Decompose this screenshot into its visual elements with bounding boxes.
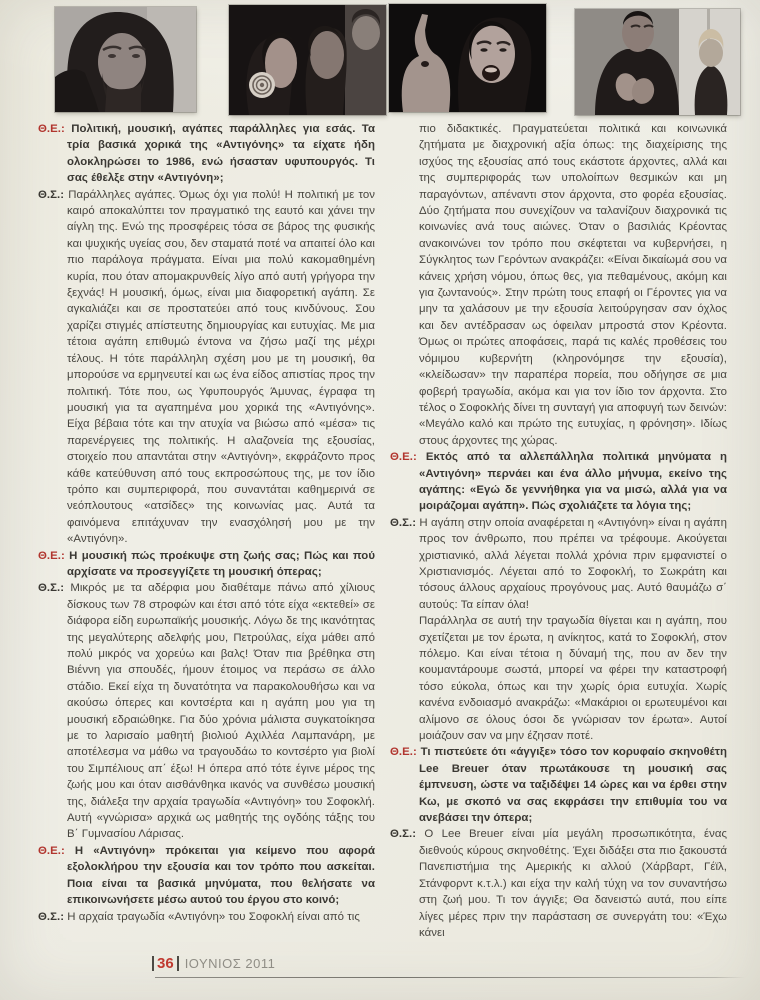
qa-text: Παράλληλες αγάπες. Όμως όχι για πολύ! Η πολιτική με τον καιρό αποκαλύπτει τον πραγματικό της εαυτό και χάνει την αίγλη της. Ενώ της προσφέρεις τόσα σε βάρος της φυσικής και ψυχικής υγείας σου, δεν σταματά ποτέ να απαιτεί όλο και πιο παράλογα πράγματα. Είναι μια πολύ κακομαθημένη κυρία, που όταν απομακρυνθείς λίγο από αυτή γρήγορα την ξεχνάς! Η μουσική, όμως, είναι μια διαφορετική αγάπη. Σε αγκαλιάζει και σε προστατεύει από τους κινδύνους. Σου χαρίζει στιγμές απίστευτης δημιουργίας και ευτυχίας. Με μια τέτοια αγάπη επιθυμώ έντονα να ζήσω μαζί της μέχρι τέλους. Η τότε παράλληλη σχέση μου με τη μουσική, θα μπορούσε να ερμηνευτεί και ως ένα είδος απιστίας προς την πολιτική. Τότε που, ως Υφυπουργός Άμυνας, έγραφα τη μουσική για τα αγαπημένα μου χορικά της «Αντιγόνης». Είχα βέβαια τότε και την ατυχία να βιώσω από «μέσα» τις παρενέργειες της πολιτικής. Η αλαζονεία της εξουσίας, στοιχείο που απαντάται στην «Αντιγόνη», εκφράζοντο προς κάθε κατεύθυνση από τους εκπροσώπους της, με τον ίδιο τρόπο και συμπεριφορά, που συναντάται καθημερινά σε νεόπλουτους «ατσίδες» της κοινωνίας μας. Αυτά τα φαινόμενα επιτάχυναν την ενασχόλησή μου με την «Αντιγόνη».	[67, 188, 375, 546]
qa-text: Ο Lee Breuer είναι μία μεγάλη προσωπικότητα, ένας διεθνούς κύρους σκηνοθέτης. Έχει διδάξει στα πιο ξακουστά Πανεπιστήμια της Αμερικής κι αλλού (Χάρβαρτ, Γέϊλ, Στάνφορντ κ.τ.λ.) και είχα την καλή τύχη να τον συναντήσω στη ζωή μου. Τι τον άγγιξε; Θα δανειστώ αυτά, που είπε λίγες μέρες πριν την παράσταση σε συνεργάτη του: «Έχω κάνει	[419, 828, 727, 939]
qa-paragraph-answer	[38, 909, 375, 925]
qa-text: Η αρχαία τραγωδία «Αντιγόνη» του Σοφοκλή είναι από τις	[67, 910, 360, 923]
qa-text: Παράλληλα σε αυτή την τραγωδία θίγεται και η αγάπη, που σχετίζεται με τον έρωτα, η ανίκητος, κατά το Σοφοκλή, στον πόλεμο. Και είναι τέτοια η δύναμή της, που αν δεν την κουμαντάρουμε σωστά, μπορεί να φέρει την καταστροφή τόσο εύκολα, όπως και την χωρίς όρια ευτυχία. Χωρίς κανένα ενδοιασμό ανακράζω: «Μακάριοι οι ερωτευμένοι και αλίμονο σε όλους όσοι δε γνώρισαν τον έρωτα». Αυτοί μοιάζουν σαν να μην έζησαν ποτέ.	[419, 615, 727, 743]
qa-paragraph-question	[390, 449, 727, 515]
photo-3-image	[389, 4, 546, 112]
footer	[152, 953, 275, 973]
qa-text: Η «Αντιγόνη» πρόκειται για κείμενο που αφορά εξολοκλήρου την εξουσία και τον τρόπο που ασκείται. Ποια είναι τα βασικά μηνύματα, που θελήσατε να επικοινωνήσετε μέσω αυτού του έργου στο κοινό;	[67, 844, 375, 907]
qa-paragraph-answer	[390, 826, 727, 941]
qa-text: Πολιτική, μουσική, αγάπες παράλληλες για εσάς. Τα τρία βασικά χορικά της «Αντιγόνης» τα είχατε ήδη ολοκληρώσει το 1986, ενώ ήσασταν υφυπουργός. Τι σας έθελξε στην «Αντιγόνη»;	[67, 123, 375, 185]
page-number: 36	[152, 956, 179, 971]
bw-photo-man-coat-hands-and-blonde-woman	[575, 9, 740, 115]
qa-paragraph-answer	[390, 515, 727, 613]
qa-paragraph-question	[390, 744, 727, 826]
qa-text: Τι πιστεύετε ότι «άγγιξε» τόσο τον κορυφαίο σκηνοθέτη Lee Breuer όταν πρωτάκουσε τη μουσική σας έμπνευση, ώστε να ταξιδέψει 14 ώρες και να έρθει στην Κω, με σκοπό να σας εκφράσει την επιθυμία του να ανεβάσει την όπερα;	[419, 746, 727, 825]
speaker-label: Θ.Ε.:	[390, 451, 426, 464]
qa-text: Η αγάπη στην οποία αναφέρεται η «Αντιγόνη» είναι η αγάπη προς τον άνθρωπο, που πρέπει να τρέφουμε. Ακούγεται χριστιανικό, αλλά λέγεται πολλά χρόνια πριν εμφανιστεί ο Χριστιανισμός. Λέγεται από το Σοφοκλή, το Σωκράτη και τόσους άλλους αρχαίους προγόνους μας. Αυτό θαυμάζω σ΄ αυτούς: Τα είπαν όλα!	[419, 516, 727, 611]
photo-2-image	[229, 5, 386, 115]
qa-paragraph-answer	[390, 613, 727, 744]
qa-paragraph-question	[38, 843, 375, 909]
bw-photo-woman-profile-earring-and-man	[229, 5, 386, 115]
left-column	[38, 121, 375, 945]
footer-rule	[155, 977, 745, 978]
qa-text: Εκτός από τα αλλεπάλληλα πολιτικά μηνύματα η «Αντιγόνη» περνάει και ένα άλλο μήνυμα, εκείνο της αγάπης: «Εγώ δε γεννήθηκα για να μισώ, αλλά για να μοιράζομαι αγάπη». Πώς σχολιάζετε τα λόγια της;	[419, 451, 727, 513]
speaker-label: Θ.Ε.:	[38, 123, 72, 135]
qa-paragraph-answer	[38, 187, 375, 548]
speaker-label: Θ.Ε.:	[38, 844, 75, 857]
speaker-label: Θ.Σ.:	[38, 188, 69, 201]
issue-label: ΙΟΥΝΙΟΣ 2011	[184, 955, 276, 971]
bw-photo-man-long-hair-beard	[55, 7, 196, 112]
speaker-label: Θ.Σ.:	[38, 910, 68, 923]
qa-paragraph-question	[38, 548, 375, 581]
speaker-label: Θ.Σ.:	[390, 516, 420, 529]
bw-photo-woman-shouting-pointing	[389, 4, 546, 112]
qa-text: Μικρός με τα αδέρφια μου διαθέταμε πάνω από χίλιους δίσκους των 78 στροφών και έτσι από τότε είχα «εκτεθεί» σε διάφορα είδη ευρωπαϊκής μουσικής. Λόγω δε της ικανότητας της μεγαλύτερης αδελφής μου, Πετρούλας, είχα μάθει από πολύ μικρός να χορεύω και βαλς! Όταν πια βρέθηκα στη Βιέννη για σπουδές, ήμουν έτοιμος να περάσω σε άλλο στάδιο. Εκεί είχα τη δυνατότητα να παρακολουθήσω και να ακούσω όπερες και κοντσέρτα και η αγάπη μου για τη μουσική εδραιώθηκε. Για δύο χρόνια μάλιστα συγκατοίκησα με το λαρισαίο μαθητή βιολιού Αχιλλέα Λαμπανάρη, με αποτέλεσμα να μάθω να τραγουδάω το κοντσέρτο για βιολί του Σιμπέλιους απ΄ έξω! Η όπερα από τότε έγινε μέρος της ζωής μου και όταν αισθάνθηκα ικανός να συνθέσω μουσική της, διάλεξα την αρχαία τραγωδία «Αντιγόνη» του Σοφοκλή. Αυτή «γνώρισα» αρχικά ως μαθητής της ογδόης τάξης του Β΄ Γυμνασίου Λάρισας.	[67, 582, 375, 841]
qa-paragraph-question	[38, 121, 375, 187]
qa-paragraph-answer	[38, 580, 375, 843]
photo-1-image	[55, 7, 196, 112]
qa-paragraph-continuation	[390, 121, 727, 449]
qa-text: Η μουσική πώς προέκυψε στη ζωής σας; Πώς και πού αρχίσατε να προσεγγίζετε τη μουσική όπερας;	[67, 549, 375, 578]
speaker-label: Θ.Ε.:	[38, 549, 70, 562]
qa-text: πιο διδακτικές. Πραγματεύεται πολιτικά και κοινωνικά ζητήματα με διαχρονική αξία όπως: της διαχείρισης της ισχύος της εξουσίας από τους εκάστοτε άρχοντες, αλλά και της συμπεριφοράς των υπολοίπων θεσμικών και μη παραγόντων, απέναντι στον άρχοντα, στο φορέα εξουσίας. Δύο ζητήματα που συνεχίζουν να ταλανίζουν διαχρονικά τις κοινωνίες ανά τους αιώνες. Όταν ο βασιλιάς Κρέοντας ανακοινώνει τον τρόπο που σκέφτεται να κυβερνήσει, η Σύγκλητος των Γερόντων ανακράζει: «Είναι δικαίωμά σου να κάνεις χρήση νόμου, όπως θες, για πεθαμένους, ακόμη και για ζωντανούς». Στην πρώτη τους επαφή οι Γέροντες για να μην τα χαλάσουν με την εξουσία λειτούργησαν σαν όχλος και δεν αντέδρασαν ως όφειλαν μπροστά στον Κρέοντα. Όμως οι πρώτες αποφάσεις, παρά τις καλές προθέσεις του νόμιμου κυβερνήτη (κληρονόμησε την εξουσία), «κλείδωσαν» την παραπέρα πορεία, που οδήγησε σε μια φοβερή τραγωδία, ακόμα και για τον ίδιο τον άρχοντα. Στο τέλος ο Σοφοκλής δίνει τη συνταγή για αποφυγή των δεινών: «Μεγάλο καλό και πρώτο της ευτυχίας, η φρόνηση». Ιδίως στους άρχοντες της χώρας.	[419, 123, 727, 447]
article-body	[38, 121, 728, 945]
right-column	[390, 121, 727, 945]
speaker-label: Θ.Ε.:	[390, 746, 421, 759]
photo-4-image	[575, 9, 740, 115]
speaker-label: Θ.Σ.:	[38, 582, 71, 595]
speaker-label: Θ.Σ.:	[390, 828, 425, 841]
